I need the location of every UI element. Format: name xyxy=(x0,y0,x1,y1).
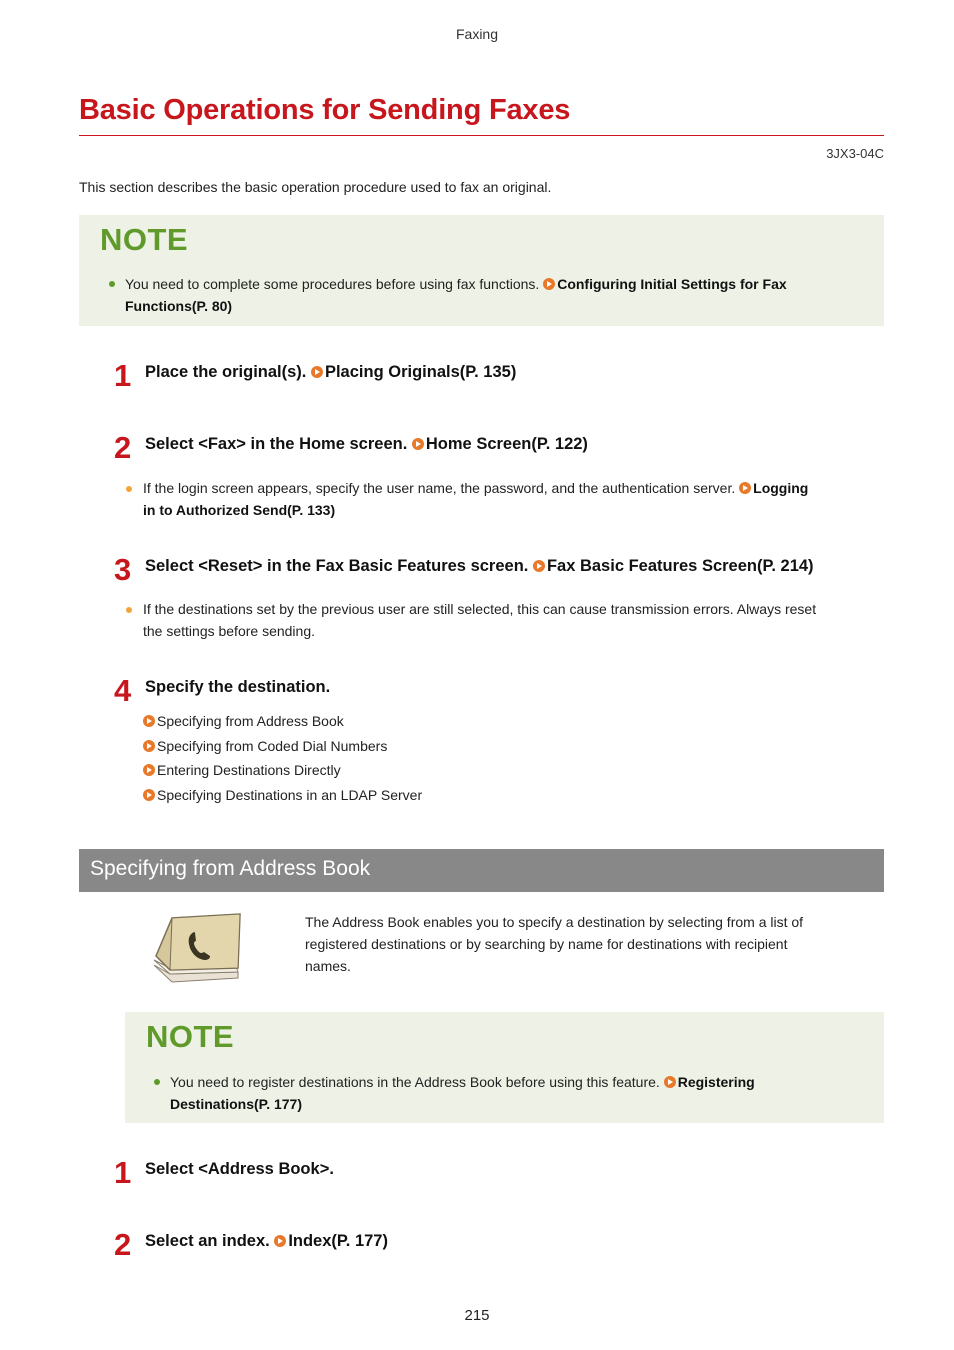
link-arrow-icon xyxy=(143,764,155,776)
note-link-line2: Functions(P. 80) xyxy=(125,298,233,314)
section-title: Specifying from Address Book xyxy=(90,857,371,880)
step-text xyxy=(145,557,814,576)
step-link[interactable] xyxy=(533,557,814,575)
bullet-icon xyxy=(154,1079,160,1085)
note-link-line2: Destinations(P. 177) xyxy=(170,1096,303,1112)
link-ldap-server[interactable] xyxy=(143,787,422,812)
link-label: Entering Destinations Directly xyxy=(157,762,341,778)
subtext-body: If the login screen appears, specify the user name, the password, and the authentication server. xyxy=(143,480,736,496)
subtext-link-line1: Logging xyxy=(753,480,809,496)
link-arrow-icon xyxy=(739,482,751,494)
subtext-line1: If the destinations set by the previous user are still selected, this can cause transmission errors. Always reset xyxy=(143,601,817,617)
link-coded-dial[interactable] xyxy=(143,738,422,763)
step-link-label: Placing Originals(P. 135) xyxy=(324,363,517,381)
step-text: Specify the destination. xyxy=(145,678,331,696)
note-body: You need to complete some procedures before using fax functions. xyxy=(125,276,540,292)
step-text xyxy=(145,363,516,382)
note-label: NOTE xyxy=(146,1019,235,1054)
link-label: Specifying from Coded Dial Numbers xyxy=(157,737,388,754)
step-number: 2 xyxy=(114,430,132,465)
link-address-book[interactable] xyxy=(143,713,422,738)
note-link-line1: Configuring Initial Settings for Fax xyxy=(557,276,787,292)
step-text xyxy=(145,435,588,454)
address-book-icon xyxy=(150,910,245,988)
step-text xyxy=(145,1232,388,1251)
document-id: 3JX3-04C xyxy=(826,146,884,161)
page-number: 215 xyxy=(464,1307,490,1324)
step-link[interactable] xyxy=(311,363,516,381)
step-link-label: Fax Basic Features Screen(P. 214) xyxy=(546,557,814,575)
running-header: Faxing xyxy=(455,26,499,42)
note-box xyxy=(79,215,884,326)
note-body: You need to register destinations in the Address Book before using this feature. xyxy=(170,1074,660,1090)
section-description xyxy=(305,911,875,977)
link-arrow-icon xyxy=(143,789,155,801)
link-arrow-icon xyxy=(412,438,424,450)
step-subtext xyxy=(143,598,883,642)
link-label: Specifying from Address Book xyxy=(157,713,344,729)
bullet-icon xyxy=(126,607,132,613)
link-arrow-icon xyxy=(311,366,323,378)
step-label: Select an index. xyxy=(145,1232,270,1250)
link-arrow-icon xyxy=(664,1076,676,1088)
step-link-label: Index(P. 177) xyxy=(288,1232,388,1250)
step-label: Select <Fax> in the Home screen. xyxy=(145,435,408,453)
note-text xyxy=(170,1071,870,1115)
step-label: Select <Reset> in the Fax Basic Features screen. xyxy=(145,557,529,575)
page-title: Basic Operations for Sending Faxes xyxy=(79,94,571,126)
note-link-line1: Registering xyxy=(677,1074,755,1090)
bullet-icon xyxy=(109,281,115,287)
link-arrow-icon xyxy=(274,1235,286,1247)
title-rule xyxy=(79,135,884,136)
step-number: 1 xyxy=(114,1155,132,1190)
step-label: Place the original(s). xyxy=(145,363,307,381)
link-enter-directly[interactable] xyxy=(143,762,422,787)
destination-links xyxy=(143,713,422,811)
note-label: NOTE xyxy=(100,222,189,257)
note-box xyxy=(125,1012,884,1123)
link-arrow-icon xyxy=(543,278,555,290)
link-arrow-icon xyxy=(143,740,155,752)
step-number: 3 xyxy=(114,552,132,587)
bullet-icon xyxy=(126,486,132,492)
note-text xyxy=(125,273,875,317)
description-line3: names. xyxy=(305,958,351,974)
step-text: Select <Address Book>. xyxy=(145,1160,334,1178)
subtext-line2: the settings before sending. xyxy=(143,623,316,639)
step-link[interactable] xyxy=(274,1232,388,1250)
step-subtext xyxy=(143,477,883,521)
intro-text: This section describes the basic operation procedure used to fax an original. xyxy=(79,179,552,195)
step-number: 1 xyxy=(114,358,132,393)
link-arrow-icon xyxy=(143,715,155,727)
step-link-label: Home Screen(P. 122) xyxy=(425,435,588,453)
link-arrow-icon xyxy=(533,560,545,572)
link-label: Specifying Destinations in an LDAP Server xyxy=(157,786,423,803)
description-line1: The Address Book enables you to specify a destination by selecting from a list of xyxy=(305,914,804,930)
step-number: 2 xyxy=(114,1227,132,1262)
subtext-link-line2: in to Authorized Send(P. 133) xyxy=(143,502,336,518)
step-number: 4 xyxy=(114,673,132,708)
step-link[interactable] xyxy=(412,435,588,453)
description-line2: registered destinations or by searching by name for destinations with recipient xyxy=(305,936,788,952)
